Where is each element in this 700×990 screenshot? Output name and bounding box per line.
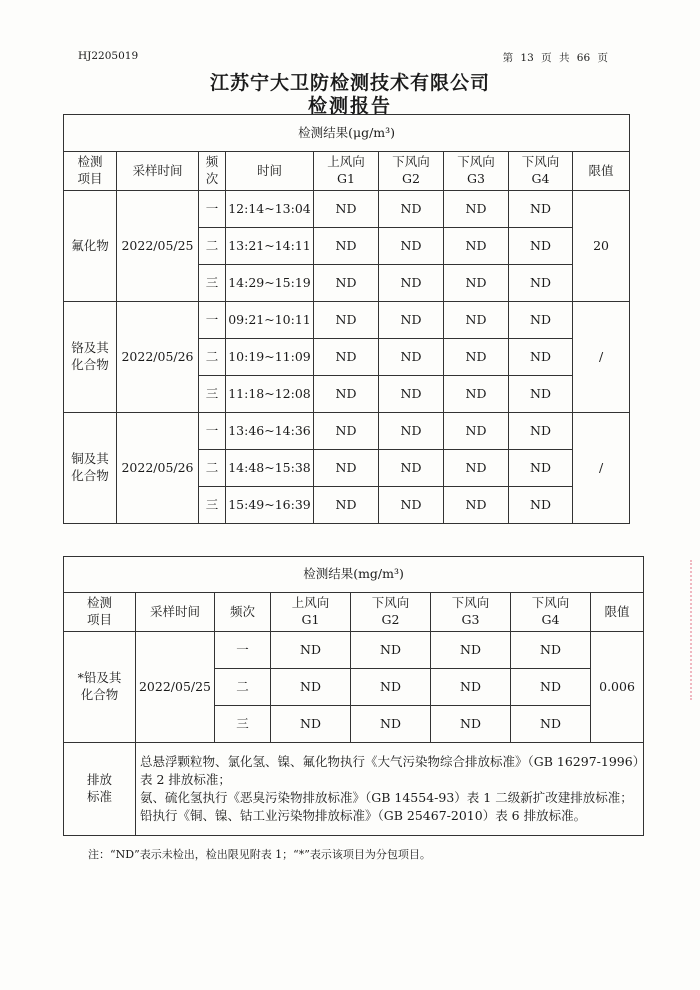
- standard-line: 铅执行《铜、镍、钴工业污染物排放标准》（GB 25467-2010）表 6 排放标准。: [140, 808, 587, 824]
- standard-line: 总悬浮颗粒物、氯化氢、镍、氟化物执行《大气污染物综合排放标准》（GB 16297-1996）表 2 排放标准；: [140, 753, 639, 787]
- header-g4: 下风向 G4: [511, 593, 591, 632]
- sample-date: 2022/05/25: [136, 632, 215, 743]
- g2-value: ND: [379, 265, 444, 302]
- g1-value: ND: [271, 632, 351, 669]
- item-name: 铜及其 化合物: [64, 413, 117, 524]
- g3-value: ND: [431, 669, 511, 706]
- standard-label: 排放 标准: [64, 743, 136, 836]
- freq: 三: [215, 706, 271, 743]
- g3-value: ND: [431, 706, 511, 743]
- g4-value: ND: [509, 376, 573, 413]
- freq: 一: [199, 413, 226, 450]
- company-name: 江苏宁大卫防检测技术有限公司: [209, 72, 490, 94]
- sample-date: 2022/05/25: [117, 191, 199, 302]
- g3-value: ND: [444, 376, 509, 413]
- freq: 二: [199, 339, 226, 376]
- sample-date: 2022/05/26: [117, 413, 199, 524]
- g4-value: ND: [509, 487, 573, 524]
- table2-header-row: [64, 593, 644, 632]
- header-freq: 频次: [215, 593, 271, 632]
- document-title: 检测报告: [307, 95, 392, 117]
- g3-value: ND: [444, 302, 509, 339]
- g3-value: ND: [444, 228, 509, 265]
- time: 14:48~15:38: [226, 450, 314, 487]
- header-item: 检测 项目: [64, 593, 136, 632]
- g3-value: ND: [444, 191, 509, 228]
- table-row: [64, 632, 644, 669]
- freq: 二: [215, 669, 271, 706]
- freq: 二: [199, 228, 226, 265]
- header-g1: 上风向 G1: [271, 593, 351, 632]
- header-g1: 上风向 G1: [314, 152, 379, 191]
- g2-value: ND: [379, 487, 444, 524]
- standard-line: 氨、硫化氢执行《恶臭污染物排放标准》（GB 14554-93）表 1 二级新扩改建排放标准；: [140, 790, 633, 805]
- g4-value: ND: [511, 669, 591, 706]
- g1-value: ND: [314, 339, 379, 376]
- g2-value: ND: [379, 191, 444, 228]
- g2-value: ND: [379, 302, 444, 339]
- time: 15:49~16:39: [226, 487, 314, 524]
- g1-value: ND: [314, 487, 379, 524]
- g1-value: ND: [314, 413, 379, 450]
- header-item: 检测 项目: [64, 152, 117, 191]
- g4-value: ND: [509, 302, 573, 339]
- header-date: 采样时间: [136, 593, 215, 632]
- g4-value: ND: [509, 191, 573, 228]
- time: 10:19~11:09: [226, 339, 314, 376]
- g3-value: ND: [431, 632, 511, 669]
- g2-value: ND: [351, 706, 431, 743]
- header-limit: 限值: [591, 593, 644, 632]
- g3-value: ND: [444, 413, 509, 450]
- page-number: 第 13 页 共 66 页: [502, 52, 608, 64]
- limit-value: /: [573, 413, 630, 524]
- item-name: *铅及其 化合物: [64, 632, 136, 743]
- item-name: 氟化物: [64, 191, 117, 302]
- g3-value: ND: [444, 265, 509, 302]
- g1-value: ND: [314, 302, 379, 339]
- g3-value: ND: [444, 487, 509, 524]
- table-row: [64, 191, 630, 228]
- header-freq: 频 次: [199, 152, 226, 191]
- g2-value: ND: [379, 228, 444, 265]
- g1-value: ND: [314, 450, 379, 487]
- report-number: HJ2205019: [78, 50, 139, 62]
- freq: 三: [199, 265, 226, 302]
- header-g2: 下风向 G2: [351, 593, 431, 632]
- g1-value: ND: [314, 228, 379, 265]
- header-limit: 限值: [573, 152, 630, 191]
- header-g3: 下风向 G3: [431, 593, 511, 632]
- header-time: 时间: [226, 152, 314, 191]
- g3-value: ND: [444, 339, 509, 376]
- freq: 二: [199, 450, 226, 487]
- limit-value: /: [573, 302, 630, 413]
- item-name: 铬及其 化合物: [64, 302, 117, 413]
- table-row: [64, 302, 630, 339]
- freq: 三: [199, 487, 226, 524]
- time: 12:14~13:04: [226, 191, 314, 228]
- standard-text: [136, 743, 644, 836]
- g4-value: ND: [509, 339, 573, 376]
- time: 09:21~10:11: [226, 302, 314, 339]
- freq: 三: [199, 376, 226, 413]
- g4-value: ND: [511, 706, 591, 743]
- standard-row: [64, 743, 644, 836]
- header-g4: 下风向 G4: [509, 152, 573, 191]
- page-header: [78, 50, 608, 68]
- g4-value: ND: [509, 228, 573, 265]
- header-date: 采样时间: [117, 152, 199, 191]
- g1-value: ND: [271, 669, 351, 706]
- g4-value: ND: [509, 265, 573, 302]
- freq: 一: [215, 632, 271, 669]
- g2-value: ND: [379, 376, 444, 413]
- table-row: [64, 413, 630, 450]
- table1-header-row: [64, 152, 630, 191]
- results-table-ug: [63, 114, 630, 524]
- freq: 一: [199, 302, 226, 339]
- time: 14:29~15:19: [226, 265, 314, 302]
- sample-date: 2022/05/26: [117, 302, 199, 413]
- time: 13:46~14:36: [226, 413, 314, 450]
- time: 11:18~12:08: [226, 376, 314, 413]
- g1-value: ND: [314, 376, 379, 413]
- time: 13:21~14:11: [226, 228, 314, 265]
- g1-value: ND: [314, 265, 379, 302]
- table1-caption: 检测结果(μg/m³): [64, 115, 630, 152]
- header-g2: 下风向 G2: [379, 152, 444, 191]
- g2-value: ND: [379, 339, 444, 376]
- g2-value: ND: [379, 413, 444, 450]
- g4-value: ND: [509, 450, 573, 487]
- table2-caption: 检测结果(mg/m³): [64, 557, 644, 593]
- results-table-mg: [63, 556, 644, 836]
- limit-value: 0.006: [591, 632, 644, 743]
- g4-value: ND: [511, 632, 591, 669]
- g2-value: ND: [379, 450, 444, 487]
- freq: 一: [199, 191, 226, 228]
- g3-value: ND: [444, 450, 509, 487]
- g2-value: ND: [351, 669, 431, 706]
- g1-value: ND: [314, 191, 379, 228]
- header-g3: 下风向 G3: [444, 152, 509, 191]
- seal-edge: [690, 560, 698, 700]
- g2-value: ND: [351, 632, 431, 669]
- g1-value: ND: [271, 706, 351, 743]
- g4-value: ND: [509, 413, 573, 450]
- limit-value: 20: [573, 191, 630, 302]
- footnote: 注：“ND”表示未检出，检出限见附表 1；“*”表示该项目为分包项目。: [88, 848, 431, 861]
